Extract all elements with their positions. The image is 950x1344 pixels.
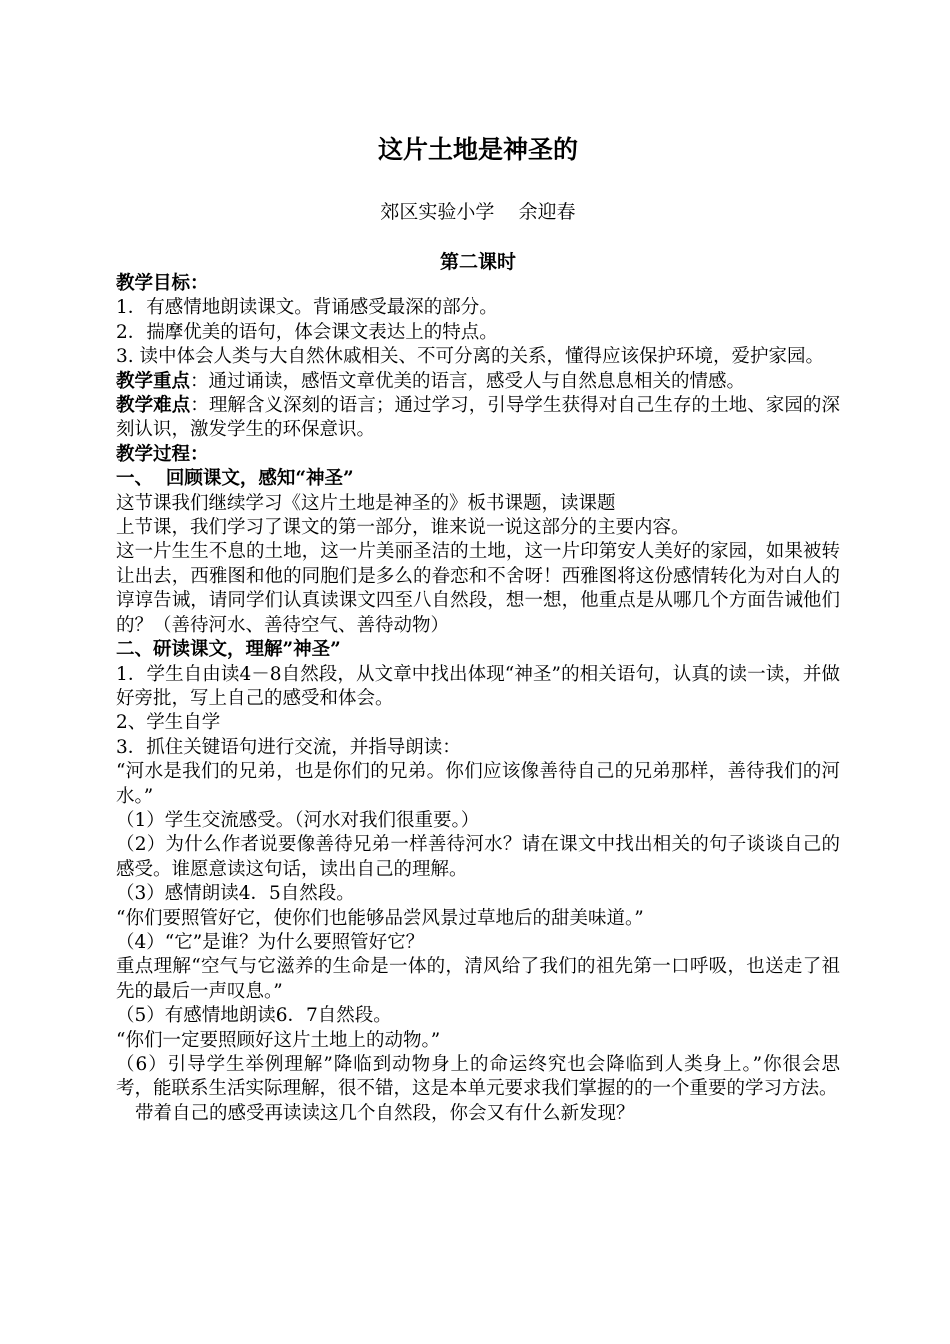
section2-paragraph: （4）“它”是谁？为什么要照管好它？ xyxy=(116,931,425,953)
quote-paragraph: “你们要照管好它，使你们也能够品尝风景过草地后的甜美味道。” xyxy=(116,907,644,929)
quote-paragraph: “你们一定要照顾好这片土地上的动物。” xyxy=(116,1029,441,1051)
section1-paragraph: 上节课，我们学习了课文的第一部分，谁来说一说这部分的主要内容。 xyxy=(116,517,690,539)
goal-item: 1．有感情地朗读课文。背诵感受最深的部分。 xyxy=(116,297,498,319)
goal-item: 3. 读中体会人类与大自然休戚相关、不可分离的关系，懂得应该保护环境，爱护家园。 xyxy=(116,346,825,368)
quote-paragraph: “河水是我们的兄弟，也是你们的兄弟。你们应该像善待自己的兄弟那样，善待我们的河水。” xyxy=(116,761,840,807)
document-title: 这片土地是神圣的 xyxy=(377,135,578,164)
difficulty-text: ：理解含义深刻的语言；通过学习，引导学生获得对自己生存的土地、家园的深刻认识，激发学生的环保意识。 xyxy=(116,395,840,441)
section2-paragraph: （5）有感情地朗读6．7自然段。 xyxy=(116,1005,392,1027)
section2-paragraph: （1）学生交流感受。（河水对我们很重要。） xyxy=(116,809,480,831)
goals-heading: 教学目标： xyxy=(116,273,209,294)
section1-heading: 一、 回顾课文，感知“神圣” xyxy=(116,468,354,490)
difficulty xyxy=(116,394,840,443)
section2-paragraph: （2）为什么作者说要像善待兄弟一样善待河水？请在课文中找出相关的句子谈谈自己的感受。谁愿意读这句话，读出自己的理解。 xyxy=(116,834,840,880)
difficulty-label: 教学难点 xyxy=(116,395,191,417)
section2-heading: 二、研读课文，理解”神圣” xyxy=(116,639,341,661)
section2-paragraph: （3）感情朗读4．5自然段。 xyxy=(116,883,355,905)
process-heading: 教学过程： xyxy=(116,443,209,465)
closing-paragraph: 带着自己的感受再读读这几个自然段，你会又有什么新发现？ xyxy=(135,1102,635,1124)
section2-paragraph: （6）引导学生举例理解”降临到动物身上的命运终究也会降临到人类身上。”你很会思考，能联系生活实际理解，很不错，这是本单元要求我们掌握的的一个重要的学习方法。 xyxy=(116,1054,840,1100)
author-line: 郊区实验小学 余迎春 xyxy=(380,201,576,223)
section2-paragraph: 1．学生自由读4－8自然段，从文章中找出体现“神圣”的相关语句，认真的读一读，并做好旁批，写上自己的感受和体会。 xyxy=(116,663,840,709)
key-point-label: 教学重点 xyxy=(116,370,191,392)
goal-item: 2．揣摩优美的语句，体会课文表达上的特点。 xyxy=(116,321,498,343)
section1-paragraph: 这节课我们继续学习《这片土地是神圣的》板书课题，读课题 xyxy=(116,492,616,514)
session-heading: 第二课时 xyxy=(439,251,516,273)
section1-paragraph: 这一片生生不息的土地，这一片美丽圣洁的土地，这一片印第安人美好的家园，如果被转让出去，西雅图和他的同胞们是多么的眷恋和不舍呀！西雅图将这份感情转化为对白人的谆谆告诫，请同学们认真读课文四至八自然段，想一想，他重点是从哪几个方面告诫他们的？（善待河水、善待空气、善待动物） xyxy=(116,541,840,636)
section2-paragraph: 重点理解“空气与它滋养的生命是一体的，清风给了我们的祖先第一口呼吸，也送走了祖先的最后一声叹息。” xyxy=(116,956,840,1002)
key-point-text: ：通过诵读，感悟文章优美的语言，感受人与自然息息相关的情感。 xyxy=(190,370,746,392)
key-point xyxy=(116,370,840,394)
section2-paragraph: 2、学生自学 xyxy=(116,712,221,734)
section2-paragraph: 3．抓住关键语句进行交流，并指导朗读： xyxy=(116,736,461,758)
document-body xyxy=(116,272,840,1126)
